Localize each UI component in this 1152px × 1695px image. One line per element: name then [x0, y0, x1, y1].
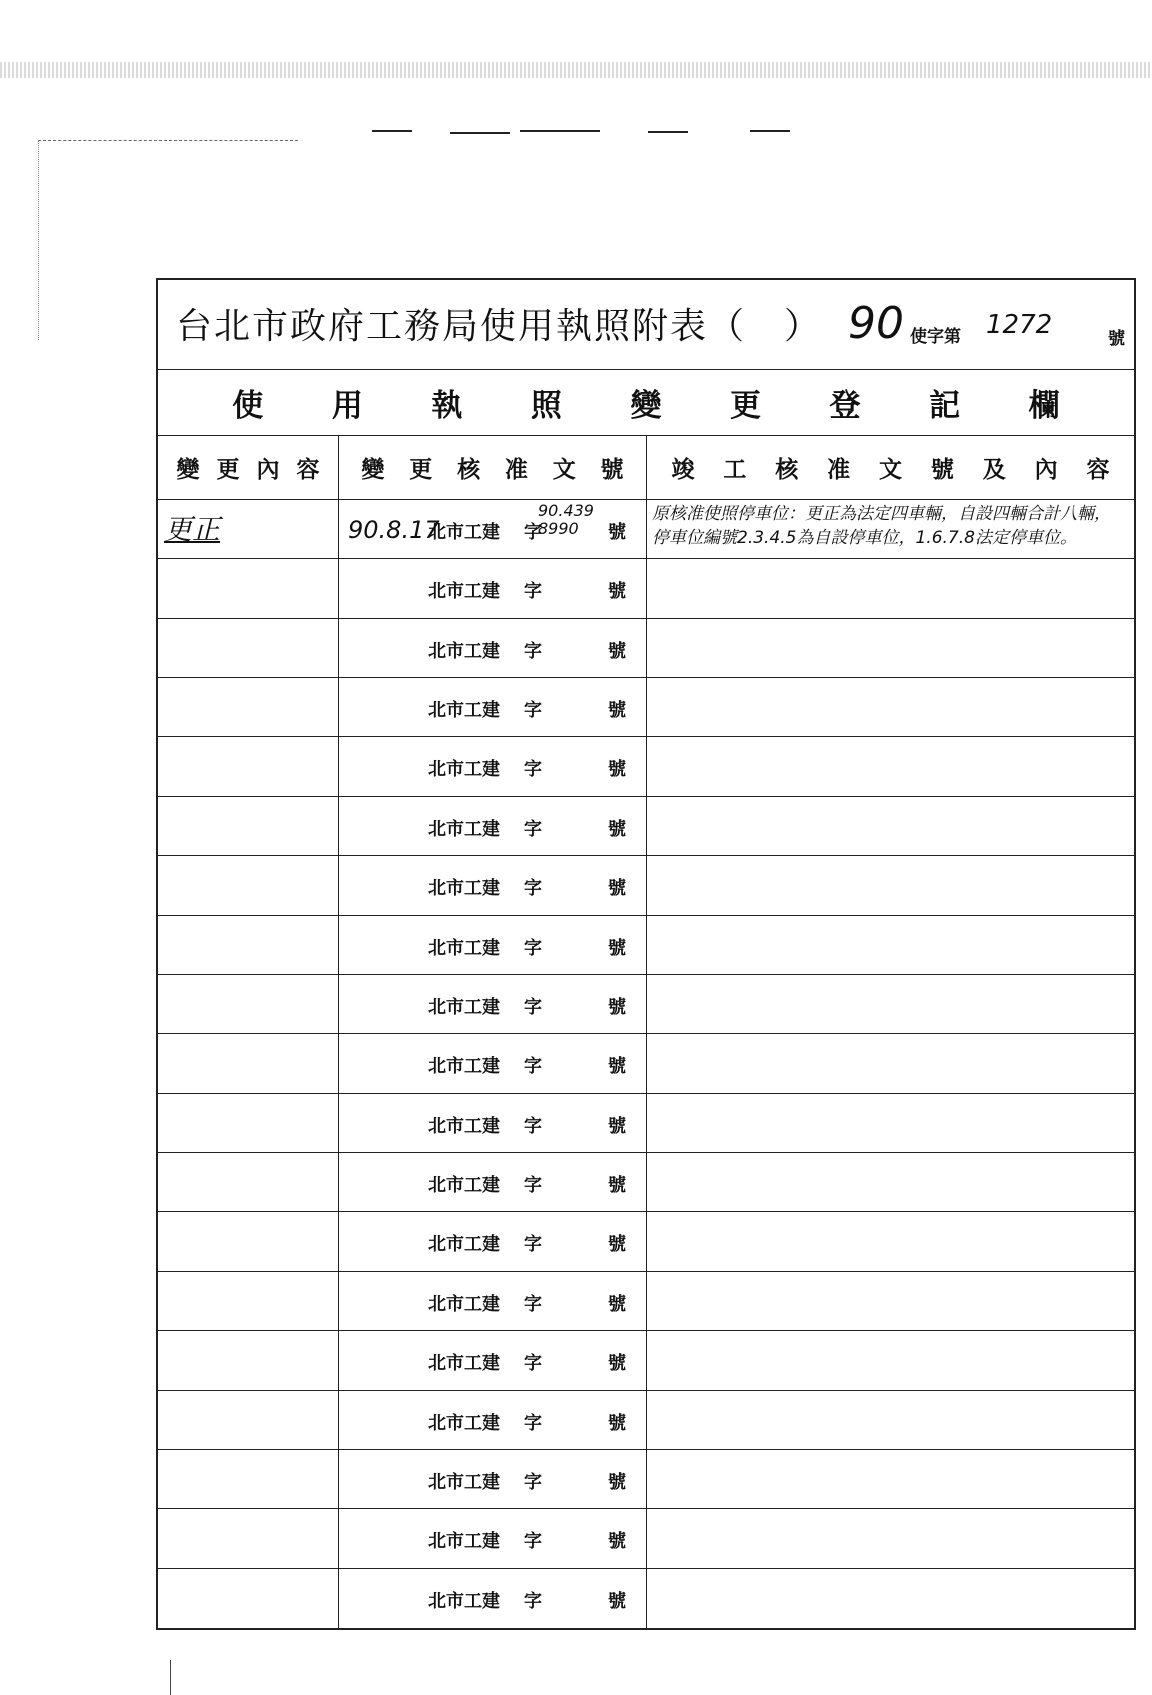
- number-label: 號: [608, 640, 626, 662]
- number-label: 號: [608, 1175, 626, 1197]
- header-change-content: [158, 436, 338, 498]
- character-label: 字: [524, 581, 542, 603]
- number-label: 號: [608, 759, 626, 781]
- number-label: 號: [608, 937, 626, 959]
- license-year: 90: [848, 298, 904, 349]
- banner-char: 登: [829, 387, 861, 424]
- authority-label: 北市工建: [428, 1056, 500, 1078]
- completion-char: 核: [775, 455, 799, 483]
- scan-mark: [648, 131, 688, 133]
- license-suffix: 號: [1108, 329, 1125, 349]
- number-label: 號: [608, 581, 626, 603]
- authority-label: 北市工建: [428, 1531, 500, 1553]
- number-label: 號: [608, 1353, 626, 1375]
- number-label: 號: [608, 1531, 626, 1553]
- handwritten-doc-number: 90.439 8990: [538, 501, 594, 538]
- change_content-char: 更: [216, 455, 240, 483]
- character-label: 字: [524, 818, 542, 840]
- change_content-char: 容: [296, 455, 320, 483]
- character-label: 字: [524, 1293, 542, 1315]
- character-label: 字: [524, 759, 542, 781]
- authority-label: 北市工建: [428, 581, 500, 603]
- header-completion-content: [647, 436, 1134, 498]
- character-label: 字: [524, 1412, 542, 1434]
- character-label: 字: [524, 996, 542, 1018]
- authority-label: 北市工建: [428, 1175, 500, 1197]
- license-label: 使字第: [910, 327, 961, 347]
- banner-char: 用: [331, 387, 363, 424]
- change-registration-banner: [158, 370, 1134, 436]
- authority-label: 北市工建: [428, 1353, 500, 1375]
- character-label: 字: [524, 1471, 542, 1493]
- character-label: 字: [524, 937, 542, 959]
- number-label: 號: [608, 1412, 626, 1434]
- approval_no-char: 准: [504, 455, 528, 483]
- authority-label: 北市工建: [428, 1293, 500, 1315]
- authority-label: 北市工建: [428, 1471, 500, 1493]
- scan-mark: [450, 132, 510, 134]
- authority-label: 北市工建: [428, 996, 500, 1018]
- banner-char: 使: [232, 387, 264, 424]
- scan-mark: [372, 130, 412, 132]
- character-label: 字: [524, 522, 542, 543]
- banner-text: [158, 370, 1134, 434]
- authority-label: 北市工建: [428, 700, 500, 722]
- change_content-char: 變: [176, 455, 200, 483]
- approval_no-char: 核: [457, 455, 481, 483]
- character-label: 字: [524, 1115, 542, 1137]
- number-label: 號: [608, 1590, 626, 1612]
- approval_no-char: 更: [409, 455, 433, 483]
- character-label: 字: [524, 1175, 542, 1197]
- form-title: 台北市政府工務局使用執照附表（ ）: [176, 306, 823, 347]
- completion-char: 文: [878, 455, 902, 483]
- column-divider: [338, 436, 339, 1628]
- handwritten-completion-content: 原核准使照停車位：更正為法定四車輛，自設四輛合計八輛，停車位編號2.3.4.5為自設停車位，1.6.7.8法定停車位。: [652, 504, 1111, 548]
- completion-char: 內: [1034, 455, 1058, 483]
- number-label: 號: [608, 1115, 626, 1137]
- number-label: 號: [608, 878, 626, 900]
- authority-label: 北市工建: [428, 1234, 500, 1256]
- authority-label: 北市工建: [428, 878, 500, 900]
- completion-char: 號: [930, 455, 954, 483]
- character-label: 字: [524, 1056, 542, 1078]
- character-label: 字: [524, 1590, 542, 1612]
- banner-char: 更: [730, 387, 761, 424]
- completion-char: 准: [827, 455, 851, 483]
- character-label: 字: [524, 1353, 542, 1375]
- authority-label: 北市工建: [428, 1590, 500, 1612]
- character-label: 字: [524, 640, 542, 662]
- scan-edge: [38, 140, 39, 340]
- handwritten-change-content: 更正: [164, 513, 221, 546]
- authority-label: 北市工建: [428, 640, 500, 662]
- change_content-char: 內: [256, 455, 280, 483]
- license-annex-form: [156, 278, 1136, 1630]
- number-label: 號: [608, 1056, 626, 1078]
- banner-char: 欄: [1028, 387, 1060, 424]
- banner-char: 執: [431, 387, 463, 424]
- character-label: 字: [524, 700, 542, 722]
- banner-char: 記: [929, 387, 961, 424]
- authority-label: 北市工建: [428, 1115, 500, 1137]
- number-label: 號: [608, 996, 626, 1018]
- number-label: 號: [608, 700, 626, 722]
- character-label: 字: [524, 1531, 542, 1553]
- completion-char: 工: [723, 455, 747, 483]
- completion-char: 竣: [671, 455, 695, 483]
- authority-label: 北市工建: [428, 1412, 500, 1434]
- authority-label: 北市工建: [428, 818, 500, 840]
- column-divider: [646, 436, 647, 1628]
- form-title-row: [158, 280, 1134, 370]
- authority-label: 北市工建: [428, 522, 500, 543]
- completion-char: 及: [982, 455, 1006, 483]
- scan-margin-line: [170, 1660, 171, 1695]
- scan-mark: [750, 130, 790, 132]
- authority-label: 北市工建: [428, 937, 500, 959]
- banner-char: 照: [530, 387, 562, 424]
- scan-noise-band: [0, 62, 1152, 78]
- completion-char: 容: [1086, 455, 1110, 483]
- license-number: 1272: [986, 310, 1053, 340]
- scan-dashes: [38, 140, 298, 141]
- character-label: 字: [524, 878, 542, 900]
- header-approval-number: [339, 436, 646, 498]
- number-label: 號: [608, 1293, 626, 1315]
- number-label: 號: [608, 1234, 626, 1256]
- number-label: 號: [608, 1471, 626, 1493]
- approval_no-char: 文: [552, 455, 576, 483]
- character-label: 字: [524, 1234, 542, 1256]
- number-label: 號: [608, 818, 626, 840]
- scan-mark: [520, 130, 600, 132]
- approval_no-char: 變: [361, 455, 385, 483]
- handwritten-date: 90.8.17: [348, 516, 440, 544]
- approval_no-char: 號: [600, 455, 624, 483]
- number-label: 號: [608, 522, 626, 543]
- banner-char: 變: [630, 387, 662, 424]
- authority-label: 北市工建: [428, 759, 500, 781]
